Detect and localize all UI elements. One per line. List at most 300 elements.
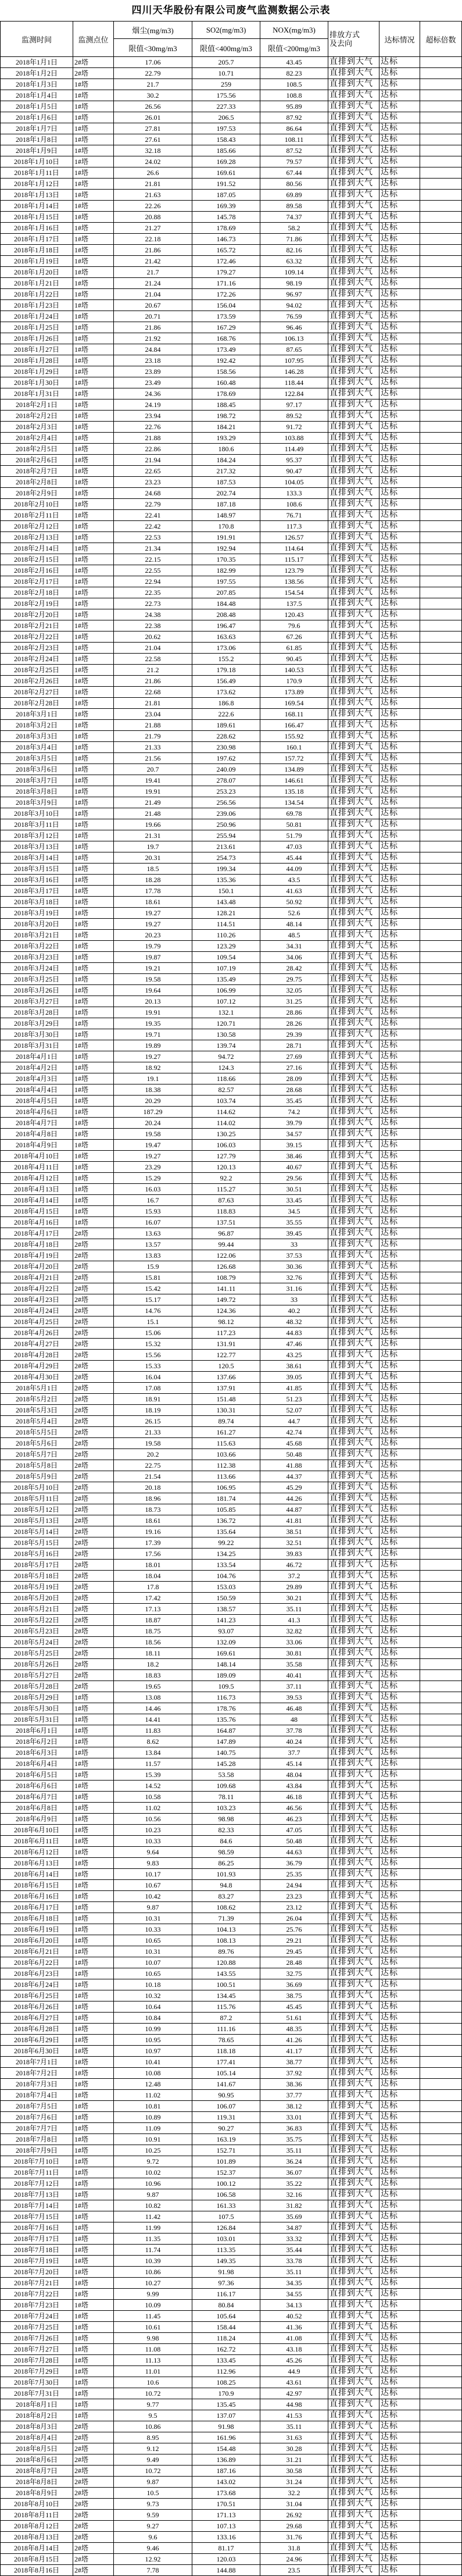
cell-date: 2018年3月26日 [1, 985, 73, 996]
table-row [1, 466, 462, 477]
cell-date: 2018年4月17日 [1, 1228, 73, 1239]
cell-so2: 197.55 [192, 576, 260, 587]
table-row [1, 1471, 462, 1482]
cell-point: 2#塔 [73, 2454, 114, 2466]
cell-date: 2018年4月28日 [1, 1350, 73, 1361]
cell-point: 1#塔 [73, 532, 114, 543]
cell-point: 1#塔 [73, 587, 114, 598]
cell-exceed [420, 1792, 462, 1803]
cell-compliance: 达标 [379, 1228, 420, 1239]
cell-so2: 205.7 [192, 57, 260, 68]
cell-so2: 145.28 [192, 1758, 260, 1769]
cell-point: 1#塔 [73, 609, 114, 620]
cell-dust: 26.15 [114, 1416, 192, 1427]
cell-nox: 38.77 [260, 2057, 328, 2068]
cell-nox: 41.08 [260, 2333, 328, 2344]
cell-exceed [420, 1703, 462, 1714]
cell-dust: 10.31 [114, 1913, 192, 1924]
cell-nox: 23.23 [260, 1891, 328, 1902]
table-row [1, 1714, 462, 1725]
cell-so2: 148.14 [192, 1659, 260, 1670]
cell-date: 2018年1月26日 [1, 333, 73, 344]
table-row [1, 1305, 462, 1316]
cell-exceed [420, 477, 462, 488]
cell-exceed [420, 2388, 462, 2399]
cell-point: 2#塔 [73, 1571, 114, 1582]
cell-nox: 34.55 [260, 2289, 328, 2300]
cell-nox: 44.7 [260, 1416, 328, 1427]
cell-exceed [420, 1029, 462, 1040]
cell-so2: 154.48 [192, 2443, 260, 2454]
cell-date: 2018年7月19日 [1, 2256, 73, 2267]
table-row [1, 1294, 462, 1305]
cell-exceed [420, 1107, 462, 1118]
cell-emission: 直排到大气 [328, 2466, 379, 2477]
cell-compliance: 达标 [379, 565, 420, 576]
cell-exceed [420, 1007, 462, 1018]
table-row [1, 609, 462, 620]
cell-so2: 87.2 [192, 2013, 260, 2024]
cell-dust: 15.42 [114, 1283, 192, 1294]
cell-exceed [420, 1560, 462, 1571]
cell-so2: 161.27 [192, 1427, 260, 1438]
table-row [1, 1007, 462, 1018]
cell-so2: 90.95 [192, 2090, 260, 2101]
cell-exceed [420, 875, 462, 886]
cell-so2: 112.96 [192, 2366, 260, 2377]
table-row [1, 1736, 462, 1747]
cell-date: 2018年5月25日 [1, 1648, 73, 1659]
table-row [1, 1228, 462, 1239]
cell-exceed [420, 2344, 462, 2355]
cell-emission: 直排到大气 [328, 377, 379, 388]
cell-emission: 直排到大气 [328, 201, 379, 212]
cell-so2: 94.72 [192, 1051, 260, 1062]
table-row [1, 388, 462, 399]
cell-point: 2#塔 [73, 1626, 114, 1637]
cell-compliance: 达标 [379, 687, 420, 698]
cell-compliance: 达标 [379, 2454, 420, 2466]
cell-exceed [420, 952, 462, 963]
cell-nox: 34.87 [260, 2222, 328, 2234]
table-row [1, 1869, 462, 1880]
cell-compliance: 达标 [379, 1040, 420, 1051]
cell-nox: 41.36 [260, 2322, 328, 2333]
cell-so2: 107.12 [192, 996, 260, 1007]
cell-point: 1#塔 [73, 1781, 114, 1792]
cell-exceed [420, 1073, 462, 1084]
cell-exceed [420, 731, 462, 742]
cell-nox: 106.13 [260, 333, 328, 344]
cell-exceed [420, 355, 462, 366]
cell-so2: 149.35 [192, 2256, 260, 2267]
cell-compliance: 达标 [379, 212, 420, 223]
cell-nox: 28.71 [260, 1040, 328, 1051]
cell-exceed [420, 2245, 462, 2256]
cell-exceed [420, 123, 462, 134]
cell-so2: 94.8 [192, 1880, 260, 1891]
cell-dust: 22.38 [114, 620, 192, 631]
cell-date: 2018年8月12日 [1, 2521, 73, 2532]
cell-nox: 103.88 [260, 433, 328, 444]
cell-compliance: 达标 [379, 1438, 420, 1449]
cell-emission: 直排到大气 [328, 808, 379, 819]
cell-nox: 43.18 [260, 2344, 328, 2355]
cell-compliance: 达标 [379, 245, 420, 256]
cell-date: 2018年7月9日 [1, 2145, 73, 2156]
cell-emission: 直排到大气 [328, 1957, 379, 1968]
cell-dust: 10.65 [114, 1935, 192, 1946]
cell-so2: 155.2 [192, 654, 260, 665]
cell-date: 2018年2月15日 [1, 554, 73, 565]
cell-date: 2018年2月9日 [1, 488, 73, 499]
cell-date: 2018年2月5日 [1, 444, 73, 455]
cell-nox: 31.16 [260, 1283, 328, 1294]
cell-point: 1#塔 [73, 1924, 114, 1935]
cell-point: 2#塔 [73, 1438, 114, 1449]
cell-so2: 124.3 [192, 1062, 260, 1073]
cell-nox: 46.18 [260, 1792, 328, 1803]
cell-compliance: 达标 [379, 1736, 420, 1747]
cell-dust: 11.13 [114, 2355, 192, 2366]
cell-emission: 直排到大气 [328, 930, 379, 941]
cell-dust: 10.32 [114, 1990, 192, 2001]
monitoring-table [0, 21, 462, 2576]
cell-date: 2018年1月3日 [1, 79, 73, 90]
table-row [1, 1239, 462, 1250]
cell-date: 2018年2月24日 [1, 654, 73, 665]
cell-point: 1#塔 [73, 676, 114, 687]
cell-compliance: 达标 [379, 2112, 420, 2123]
cell-so2: 207.85 [192, 587, 260, 598]
cell-emission: 直排到大气 [328, 2167, 379, 2178]
cell-nox: 82.23 [260, 68, 328, 79]
cell-emission: 直排到大气 [328, 1593, 379, 1604]
cell-nox: 80.56 [260, 179, 328, 190]
cell-exceed [420, 2178, 462, 2189]
cell-exceed [420, 1405, 462, 1416]
cell-compliance: 达标 [379, 2278, 420, 2289]
cell-emission: 直排到大气 [328, 687, 379, 698]
cell-nox: 42.97 [260, 2388, 328, 2399]
cell-dust: 10.02 [114, 2167, 192, 2178]
cell-dust: 9.87 [114, 2477, 192, 2488]
cell-nox: 31.63 [260, 2432, 328, 2443]
cell-compliance: 达标 [379, 2234, 420, 2245]
table-row [1, 1615, 462, 1626]
cell-point: 1#塔 [73, 1990, 114, 2001]
cell-point: 1#塔 [73, 355, 114, 366]
cell-date: 2018年1月22日 [1, 289, 73, 300]
cell-point: 2#塔 [73, 2565, 114, 2576]
cell-exceed [420, 167, 462, 179]
cell-point: 1#塔 [73, 786, 114, 797]
cell-date: 2018年2月6日 [1, 455, 73, 466]
cell-point: 2#塔 [73, 2443, 114, 2454]
cell-so2: 138.57 [192, 1604, 260, 1615]
cell-point: 1#塔 [73, 1062, 114, 1073]
cell-dust: 18.01 [114, 1560, 192, 1571]
cell-exceed [420, 2300, 462, 2311]
table-row [1, 2477, 462, 2488]
table-row [1, 864, 462, 875]
cell-dust: 21.81 [114, 698, 192, 709]
cell-date: 2018年3月30日 [1, 1029, 73, 1040]
cell-compliance: 达标 [379, 786, 420, 797]
cell-compliance: 达标 [379, 2477, 420, 2488]
cell-emission: 直排到大气 [328, 698, 379, 709]
cell-date: 2018年6月15日 [1, 1880, 73, 1891]
cell-dust: 21.27 [114, 223, 192, 234]
cell-point: 1#塔 [73, 2300, 114, 2311]
cell-date: 2018年2月11日 [1, 510, 73, 521]
cell-emission: 直排到大气 [328, 1372, 379, 1383]
cell-emission: 直排到大气 [328, 1261, 379, 1272]
cell-emission: 直排到大气 [328, 2145, 379, 2156]
cell-date: 2018年7月6日 [1, 2112, 73, 2123]
cell-nox: 41.85 [260, 1383, 328, 1394]
cell-dust: 17.78 [114, 886, 192, 897]
cell-dust: 19.7 [114, 841, 192, 852]
cell-dust: 22.58 [114, 654, 192, 665]
cell-exceed [420, 1040, 462, 1051]
cell-compliance: 达标 [379, 1328, 420, 1339]
cell-emission: 直排到大气 [328, 753, 379, 764]
cell-nox: 40.67 [260, 1162, 328, 1173]
cell-dust: 10.39 [114, 2256, 192, 2267]
cell-exceed [420, 377, 462, 388]
cell-nox: 115.17 [260, 554, 328, 565]
cell-dust: 22.53 [114, 532, 192, 543]
cell-so2: 103.66 [192, 1449, 260, 1460]
cell-dust: 10.72 [114, 2388, 192, 2399]
cell-date: 2018年4月8日 [1, 1129, 73, 1140]
cell-compliance: 达标 [379, 1803, 420, 1814]
cell-compliance: 达标 [379, 57, 420, 68]
cell-nox: 33.01 [260, 2112, 328, 2123]
cell-emission: 直排到大气 [328, 797, 379, 808]
cell-compliance: 达标 [379, 2377, 420, 2388]
cell-compliance: 达标 [379, 1781, 420, 1792]
cell-date: 2018年7月28日 [1, 2355, 73, 2366]
cell-date: 2018年1月10日 [1, 156, 73, 167]
cell-emission: 直排到大气 [328, 311, 379, 322]
table-row [1, 908, 462, 919]
cell-compliance: 达标 [379, 2421, 420, 2432]
cell-compliance: 达标 [379, 1118, 420, 1129]
table-row [1, 643, 462, 654]
cell-so2: 149.72 [192, 1294, 260, 1305]
cell-dust: 10.58 [114, 1792, 192, 1803]
cell-so2: 82.33 [192, 1825, 260, 1836]
cell-nox: 122.84 [260, 388, 328, 399]
cell-nox: 173.89 [260, 687, 328, 698]
table-row [1, 1504, 462, 1515]
cell-date: 2018年6月27日 [1, 2013, 73, 2024]
cell-nox: 96.97 [260, 289, 328, 300]
cell-so2: 108.79 [192, 1272, 260, 1283]
cell-point: 1#塔 [73, 300, 114, 311]
cell-emission: 直排到大气 [328, 1350, 379, 1361]
cell-exceed [420, 1383, 462, 1394]
cell-nox: 32.05 [260, 985, 328, 996]
cell-nox: 126.57 [260, 532, 328, 543]
cell-so2: 120.13 [192, 1162, 260, 1173]
cell-point: 1#塔 [73, 1891, 114, 1902]
cell-exceed [420, 2024, 462, 2035]
cell-dust: 9.99 [114, 2289, 192, 2300]
cell-compliance: 达标 [379, 1913, 420, 1924]
cell-point: 1#塔 [73, 1040, 114, 1051]
cell-so2: 103.23 [192, 1803, 260, 1814]
cell-point: 2#塔 [73, 1637, 114, 1648]
cell-compliance: 达标 [379, 1935, 420, 1946]
cell-compliance: 达标 [379, 2156, 420, 2167]
cell-date: 2018年2月12日 [1, 521, 73, 532]
cell-exceed [420, 499, 462, 510]
cell-so2: 78.65 [192, 2035, 260, 2046]
cell-point: 1#塔 [73, 2388, 114, 2399]
cell-dust: 12.92 [114, 2554, 192, 2565]
cell-exceed [420, 1814, 462, 1825]
cell-exceed [420, 2421, 462, 2432]
cell-nox: 37.77 [260, 2090, 328, 2101]
cell-compliance: 达标 [379, 2289, 420, 2300]
cell-nox: 74.2 [260, 1107, 328, 1118]
cell-dust: 10.67 [114, 1880, 192, 1891]
cell-compliance: 达标 [379, 1758, 420, 1769]
cell-point: 1#塔 [73, 466, 114, 477]
cell-nox: 79.6 [260, 620, 328, 631]
cell-exceed [420, 1891, 462, 1902]
cell-exceed [420, 1670, 462, 1681]
table-row [1, 1626, 462, 1637]
cell-dust: 15.1 [114, 1316, 192, 1328]
cell-nox: 30.51 [260, 1184, 328, 1195]
cell-dust: 10.5 [114, 2488, 192, 2499]
cell-emission: 直排到大气 [328, 333, 379, 344]
cell-nox: 35.11 [260, 1604, 328, 1615]
cell-dust: 18.19 [114, 1405, 192, 1416]
cell-dust: 15.93 [114, 1206, 192, 1217]
cell-exceed [420, 411, 462, 422]
cell-so2: 137.66 [192, 1372, 260, 1383]
cell-emission: 直排到大气 [328, 112, 379, 123]
cell-point: 1#塔 [73, 2057, 114, 2068]
cell-compliance: 达标 [379, 2554, 420, 2565]
cell-nox: 36.24 [260, 2156, 328, 2167]
cell-dust: 19.58 [114, 1438, 192, 1449]
cell-point: 1#塔 [73, 1847, 114, 1858]
cell-compliance: 达标 [379, 2355, 420, 2366]
cell-point: 2#塔 [73, 2532, 114, 2543]
table-row [1, 1692, 462, 1703]
cell-nox: 41.88 [260, 1460, 328, 1471]
table-row [1, 2322, 462, 2333]
cell-dust: 9.87 [114, 1902, 192, 1913]
cell-compliance: 达标 [379, 797, 420, 808]
cell-so2: 108.62 [192, 1902, 260, 1913]
cell-emission: 直排到大气 [328, 1305, 379, 1316]
cell-date: 2018年3月1日 [1, 709, 73, 720]
cell-date: 2018年1月8日 [1, 134, 73, 145]
cell-date: 2018年4月18日 [1, 1239, 73, 1250]
cell-nox: 45.68 [260, 1438, 328, 1449]
cell-nox: 32.82 [260, 1626, 328, 1637]
table-row [1, 775, 462, 786]
cell-compliance: 达标 [379, 1018, 420, 1029]
cell-point: 1#塔 [73, 2344, 114, 2355]
cell-so2: 208.48 [192, 609, 260, 620]
cell-compliance: 达标 [379, 1560, 420, 1571]
cell-so2: 134.25 [192, 1549, 260, 1560]
cell-compliance: 达标 [379, 1593, 420, 1604]
col-header-dust: 烟尘(mg/m3) [114, 22, 192, 39]
cell-compliance: 达标 [379, 897, 420, 908]
table-row [1, 2554, 462, 2565]
cell-dust: 26.56 [114, 101, 192, 112]
cell-point: 1#塔 [73, 179, 114, 190]
cell-nox: 37.11 [260, 1681, 328, 1692]
cell-compliance: 达标 [379, 1703, 420, 1714]
cell-nox: 23.12 [260, 1902, 328, 1913]
cell-compliance: 达标 [379, 952, 420, 963]
cell-nox: 24.96 [260, 2554, 328, 2565]
cell-date: 2018年6月16日 [1, 1891, 73, 1902]
cell-emission: 直排到大气 [328, 2134, 379, 2145]
table-row [1, 565, 462, 576]
cell-nox: 160.1 [260, 742, 328, 753]
cell-point: 1#塔 [73, 1084, 114, 1096]
cell-exceed [420, 797, 462, 808]
table-row [1, 2289, 462, 2300]
cell-emission: 直排到大气 [328, 1880, 379, 1891]
cell-date: 2018年4月2日 [1, 1062, 73, 1073]
cell-emission: 直排到大气 [328, 366, 379, 377]
cell-emission: 直排到大气 [328, 1703, 379, 1714]
cell-emission: 直排到大气 [328, 1803, 379, 1814]
table-row [1, 2090, 462, 2101]
cell-exceed [420, 1471, 462, 1482]
cell-dust: 10.97 [114, 2046, 192, 2057]
table-row [1, 2245, 462, 2256]
cell-nox: 24.94 [260, 1880, 328, 1891]
cell-exceed [420, 2499, 462, 2510]
cell-so2: 130.31 [192, 1405, 260, 1416]
table-row [1, 1438, 462, 1449]
cell-date: 2018年7月5日 [1, 2101, 73, 2112]
cell-dust: 11.99 [114, 2222, 192, 2234]
cell-date: 2018年1月2日 [1, 68, 73, 79]
cell-dust: 22.41 [114, 510, 192, 521]
cell-nox: 32.2 [260, 2488, 328, 2499]
cell-exceed [420, 742, 462, 753]
cell-exceed [420, 1151, 462, 1162]
table-row [1, 819, 462, 830]
cell-emission: 直排到大气 [328, 2178, 379, 2189]
cell-point: 2#塔 [73, 1328, 114, 1339]
cell-emission: 直排到大气 [328, 2311, 379, 2322]
cell-emission: 直排到大气 [328, 2200, 379, 2211]
cell-emission: 直排到大气 [328, 952, 379, 963]
cell-dust: 187.29 [114, 1107, 192, 1118]
cell-point: 1#塔 [73, 1814, 114, 1825]
cell-point: 1#塔 [73, 2112, 114, 2123]
cell-nox: 35.22 [260, 2178, 328, 2189]
table-row [1, 411, 462, 422]
cell-date: 2018年3月15日 [1, 864, 73, 875]
cell-so2: 182.99 [192, 565, 260, 576]
